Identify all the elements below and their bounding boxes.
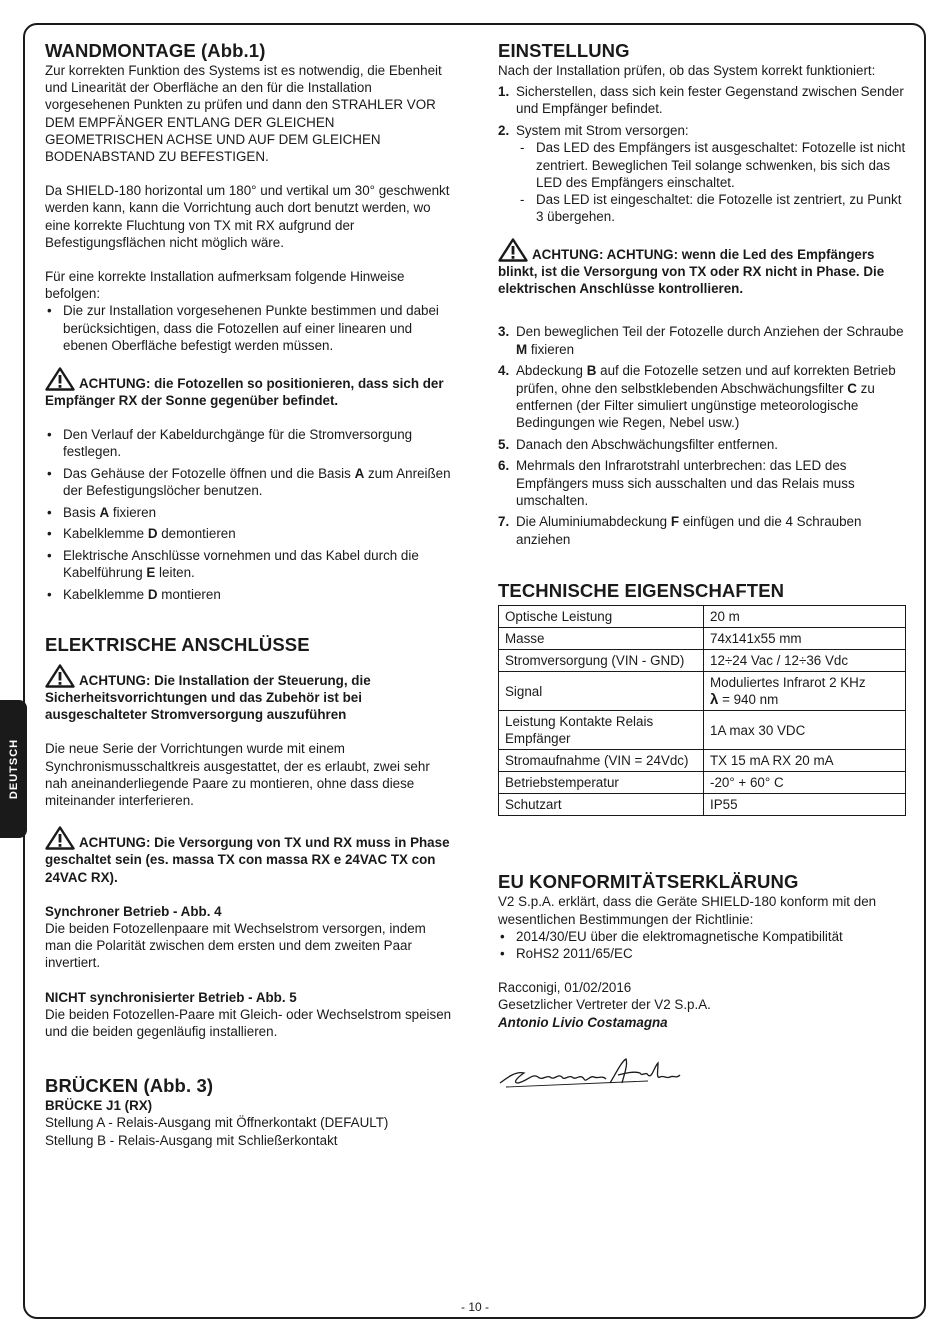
signer-name: Antonio Livio Costamagna (498, 1014, 668, 1030)
spec-value: Moduliertes Infrarot 2 KHz λ = 940 nm (704, 672, 906, 711)
paragraph: Stellung B - Relais-Ausgang mit Schließerkontakt (45, 1132, 338, 1148)
bullet-list (498, 928, 910, 962)
table-row (499, 772, 906, 794)
paragraph: V2 S.p.A. erklärt, dass die Geräte SHIELD-180 konform mit den wesentlichen Bestimmungen der Richtlinie: (498, 894, 877, 927)
paragraph: Die neue Serie der Vorrichtungen wurde mit einem Synchronismusschaltkreis ausgestattet, der es erlaubt, zwei sehr nah aneinanderliegende Paare zu montieren, ohne dass diese miteinander interferieren. (45, 741, 430, 808)
list-item: 7. Die Aluminiumabdeckung F einfügen und die 4 Schrauben anziehen (498, 514, 862, 547)
spec-value: TX 15 mA RX 20 mA (704, 750, 906, 772)
paragraph: Stellung A - Relais-Ausgang mit Öffnerkontakt (DEFAULT) (45, 1115, 389, 1131)
signer-role: Gesetzlicher Vertreter der V2 S.p.A. (498, 997, 711, 1013)
list-item: 4. Abdeckung B auf die Fotozelle setzen und auf korrekten Betrieb prüfen, ohne den selbstklebenden Abschwächungsfilter C zu entfernen (der Filter simuliert ungünstige meteorologische Bedingungen wie Regen, Nebel usw.) (498, 363, 896, 430)
section-bruecken (45, 1075, 455, 1149)
list-item: 3. Den beweglichen Teil der Fotozelle durch Anziehen der Schraube M fixieren (498, 324, 904, 357)
right-column (498, 40, 910, 1097)
spec-key: Optische Leistung (499, 606, 704, 628)
list-item: • Kabelklemme D demontieren (45, 525, 455, 542)
list-item: 6. Mehrmals den Infrarotstrahl unterbrechen: das LED des Empfängers muss sich ausschalten und das Relais muss umschalten. (498, 458, 855, 508)
paragraph: Für eine korrekte Installation aufmerksam folgende Hinweise befolgen: (45, 269, 405, 302)
section-elektrische-anschluesse (45, 634, 455, 1040)
warning-icon (45, 664, 75, 688)
table-row (499, 750, 906, 772)
bullet-list (45, 426, 455, 603)
numbered-list (498, 323, 910, 547)
language-tab-label: DEUTSCH (7, 738, 20, 800)
paragraph: Nach der Installation prüfen, ob das System korrekt funktioniert: (498, 63, 876, 78)
paragraph: Die beiden Fotozellenpaare mit Wechselstrom versorgen, indem man die Polarität zwischen dem ersten und dem zweiten Paar invertiert. (45, 921, 426, 971)
section-einstellung (498, 40, 910, 548)
list-item: • 2014/30/EU über die elektromagnetische Kompatibilität (498, 928, 910, 945)
warning-text: ACHTUNG: ACHTUNG: wenn die Led des Empfängers blinkt, ist die Versorgung von TX oder RX nicht in Phase. Die elektrischen Anschlüsse kontrollieren. (498, 246, 885, 297)
spec-key: Masse (499, 628, 704, 650)
list-item: 5. Danach den Abschwächungsfilter entfernen. (498, 436, 779, 452)
section-title: ELEKTRISCHE ANSCHLÜSSE (45, 633, 310, 655)
list-item: • Kabelklemme D montieren (45, 586, 455, 603)
warning-icon (45, 367, 75, 391)
spec-value: 12÷24 Vac / 12÷36 Vdc (704, 650, 906, 672)
spec-value: IP55 (704, 794, 906, 816)
section-title: BRÜCKEN (Abb. 3) (45, 1075, 214, 1097)
page-number: - 10 - (460, 1300, 489, 1314)
subheading: NICHT synchronisierter Betrieb - Abb. 5 (45, 989, 297, 1005)
spec-table (498, 605, 906, 816)
warning-text: ACHTUNG: Die Installation der Steuerung, die Sicherheitsvorrichtungen und das Zubehör ist bei ausgeschalteter Stromversorgung auszuführen (45, 672, 371, 723)
section-technische-eigenschaften (498, 580, 910, 816)
table-row (499, 672, 906, 711)
list-item: 2. System mit Strom versorgen: - Das LED des Empfängers ist ausgeschaltet: Fotozelle ist nicht zentriert. Beweglichen Teil solange schwenken, bis sich das LED des Empfängers einschaltet. - Das LED ist eingeschaltet: die Fotozelle ist zentriert, zu Punkt 3 übergehen. (498, 122, 910, 225)
left-column (45, 40, 455, 1149)
paragraph: Zur korrekten Funktion des Systems ist es notwendig, die Ebenheit und Linearität der Oberfläche an den für die Installation vorgesehenen Punkten zu prüfen und dann den STRAHLER VOR DEM EMPFÄNGER ENTLANG DER GLEICHEN GEOMETRISCHEN ACHSE UND AUF DEM GLEICHEN BODENABSTAND ZU BEFESTIGEN. (45, 63, 442, 165)
subheading: Synchroner Betrieb - Abb. 4 (45, 903, 222, 919)
warning-icon (45, 826, 75, 850)
spec-key: Schutzart (499, 794, 704, 816)
warning-notice (45, 826, 455, 886)
list-item: • Das Gehäuse der Fotozelle öffnen und die Basis A zum Anreißen der Befestigungslöcher benutzen. (45, 465, 455, 499)
warning-text: ACHTUNG: die Fotozellen so positionieren, dass sich der Empfänger RX der Sonne gegenüber befindet. (45, 375, 444, 408)
bullet-list (45, 302, 455, 354)
spec-value: 74x141x55 mm (704, 628, 906, 650)
table-row (499, 606, 906, 628)
table-row (499, 794, 906, 816)
place-date: Racconigi, 01/02/2016 (498, 980, 632, 996)
section-wandmontage (45, 40, 455, 603)
signature (498, 1053, 910, 1097)
table-row (499, 711, 906, 750)
spec-key: Stromversorgung (VIN - GND) (499, 650, 704, 672)
warning-text: ACHTUNG: Die Versorgung von TX und RX muss in Phase geschaltet sein (es. massa TX con massa RX e 24VAC TX con 24VAC RX). (45, 835, 450, 885)
subheading: BRÜCKE J1 (RX) (45, 1098, 153, 1114)
list-item: 1. Sicherstellen, dass sich kein fester Gegenstand zwischen Sender und Empfänger befindet. (498, 84, 904, 117)
list-item: • RoHS2 2011/65/EC (498, 945, 910, 962)
section-title: TECHNISCHE EIGENSCHAFTEN (498, 580, 785, 602)
spec-value: 20 m (704, 606, 906, 628)
paragraph: Da SHIELD-180 horizontal um 180° und vertikal um 30° geschwenkt werden kann, kann die Vorrichtung auch dort benutzt werden, wo eine korrekte Fluchtung von TX mit RX aufgrund der Befestigungsflächen nicht möglich wäre. (45, 183, 450, 250)
table-row (499, 650, 906, 672)
warning-notice (45, 367, 455, 409)
list-item: - Das LED ist eingeschaltet: die Fotozelle ist zentriert, zu Punkt 3 übergehen. (516, 191, 910, 225)
list-item: • Die zur Installation vorgesehenen Punkte bestimmen und dabei berücksichtigen, dass die Fotozellen auf einer linearen und ebenen Oberfläche befestigt werden müssen. (45, 302, 455, 354)
section-title: EU KONFORMITÄTSERKLÄRUNG (498, 871, 799, 893)
table-row (499, 628, 906, 650)
warning-notice (498, 238, 910, 298)
signature-image (498, 1053, 683, 1093)
warning-notice (45, 664, 455, 724)
numbered-list (498, 83, 910, 225)
section-eu-konformitaet (498, 871, 910, 1097)
spec-key: Signal (499, 672, 704, 711)
list-item: • Basis A fixieren (45, 504, 455, 521)
spec-key: Leistung Kontakte Relais Empfänger (499, 711, 704, 750)
spec-value: 1A max 30 VDC (704, 711, 906, 750)
language-tab (0, 700, 27, 838)
warning-icon (498, 238, 528, 262)
section-title: EINSTELLUNG (498, 40, 630, 61)
list-item: - Das LED des Empfängers ist ausgeschaltet: Fotozelle ist nicht zentriert. Beweglichen Teil solange schwenken, bis sich das LED des Empfängers einschaltet. (516, 139, 910, 191)
spec-key: Betriebstemperatur (499, 772, 704, 794)
dash-list (516, 139, 910, 225)
list-item: • Elektrische Anschlüsse vornehmen und das Kabel durch die Kabelführung E leiten. (45, 547, 455, 581)
section-title: WANDMONTAGE (Abb.1) (45, 40, 266, 61)
list-item: • Den Verlauf der Kabeldurchgänge für die Stromversorgung festlegen. (45, 426, 455, 460)
spec-value: -20° + 60° C (704, 772, 906, 794)
spec-key: Stromaufnahme (VIN = 24Vdc) (499, 750, 704, 772)
paragraph: Die beiden Fotozellen-Paare mit Gleich- oder Wechselstrom speisen und die beiden gegenläufig installieren. (45, 1006, 452, 1040)
